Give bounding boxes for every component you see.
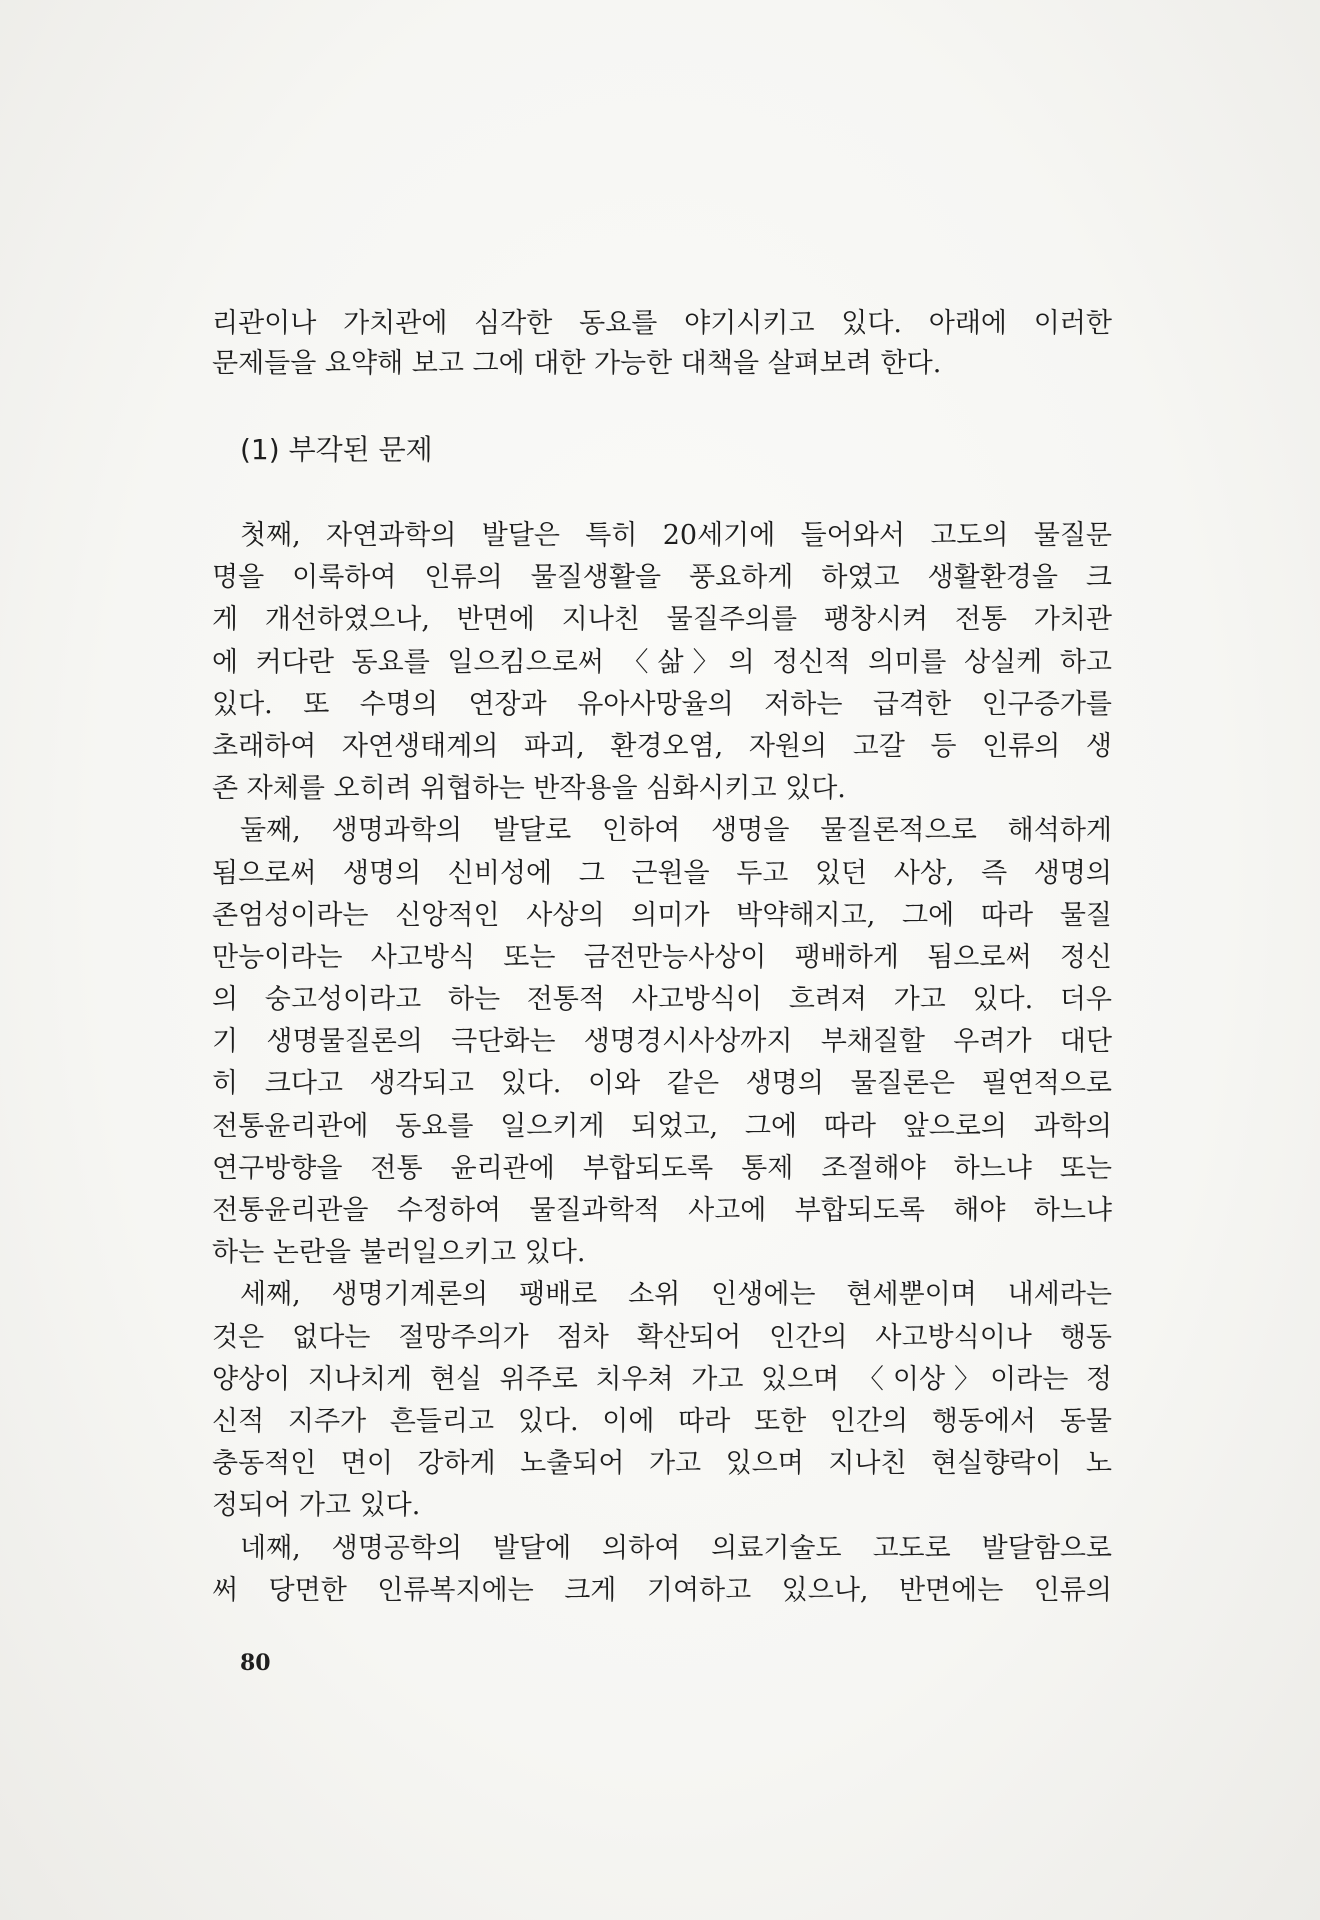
text-line: 만능이라는 사고방식 또는 금전만능사상이 팽배하게 됨으로써 정신 — [212, 941, 1112, 973]
text-line: 충동적인 면이 강하게 노출되어 가고 있으며 지나친 현실향락이 노 — [212, 1448, 1112, 1480]
text-line: 초래하여 자연생태계의 파괴, 환경오염, 자원의 고갈 등 인류의 생 — [212, 730, 1112, 762]
text-line: 연구방향을 전통 윤리관에 부합되도록 통제 조절해야 하느냐 또는 — [212, 1152, 1112, 1184]
text-line: 써 당면한 인류복지에는 크게 기여하고 있으나, 반면에는 인류의 — [212, 1574, 1112, 1606]
text-line: 에 커다란 동요를 일으킴으로써 〈삶〉의 정신적 의미를 상실케 하고 — [212, 646, 1112, 678]
section-heading: (1) 부각된 문제 — [240, 433, 433, 466]
text-line: 하는 논란을 불러일으키고 있다. — [212, 1237, 586, 1269]
text-line: 전통윤리관을 수정하여 물질과학적 사고에 부합되도록 해야 하느냐 — [212, 1195, 1112, 1226]
text-line: 의 숭고성이라고 하는 전통적 사고방식이 흐려져 가고 있다. 더우 — [212, 984, 1112, 1016]
text-line: 양상이 지나치게 현실 위주로 치우쳐 가고 있으며 〈이상〉이라는 정 — [212, 1363, 1112, 1395]
text-line: 문제들을 요약해 보고 그에 대한 가능한 대책을 살펴보려 한다. — [212, 348, 942, 379]
intro-paragraph — [212, 304, 1112, 384]
text-line: 명을 이룩하여 인류의 물질생활을 풍요하게 하였고 생활환경을 크 — [212, 562, 1112, 594]
text-line: 정되어 가고 있다. — [212, 1490, 421, 1522]
text-line: 기 생명물질론의 극단화는 생명경시사상까지 부채질할 우려가 대단 — [212, 1026, 1112, 1058]
text-line: 존 자체를 오히려 위협하는 반작용을 심화시키고 있다. — [212, 773, 846, 805]
text-line: 있다. 또 수명의 연장과 유아사망율의 저하는 급격한 인구증가를 — [212, 688, 1112, 720]
text-line: 전통윤리관에 동요를 일으키게 되었고, 그에 따라 앞으로의 과학의 — [212, 1110, 1112, 1142]
text-line: 첫째, 자연과학의 발달은 특히 20세기에 들어와서 고도의 물질문 — [240, 520, 1112, 551]
text-line: 게 개선하였으나, 반면에 지나친 물질주의를 팽창시켜 전통 가치관 — [212, 604, 1112, 636]
text-line: 존엄성이라는 신앙적인 사상의 의미가 박약해지고, 그에 따라 물질 — [212, 899, 1112, 931]
text-line: 둘째, 생명과학의 발달로 인하여 생명을 물질론적으로 해석하게 — [240, 815, 1112, 847]
text-line: 것은 없다는 절망주의가 점차 확산되어 인간의 사고방식이나 행동 — [212, 1321, 1112, 1353]
text-line: 세째, 생명기계론의 팽배로 소위 인생에는 현세뿐이며 내세라는 — [240, 1279, 1112, 1311]
body-text — [212, 515, 1112, 1612]
text-line: 네째, 생명공학의 발달에 의하여 의료기술도 고도로 발달함으로 — [240, 1532, 1112, 1564]
text-line: 신적 지주가 흔들리고 있다. 이에 따라 또한 인간의 행동에서 동물 — [212, 1405, 1112, 1437]
page-number: 80 — [240, 1650, 271, 1676]
text-line: 됨으로써 생명의 신비성에 그 근원을 두고 있던 사상, 즉 생명의 — [212, 857, 1112, 889]
text-line: 리관이나 가치관에 심각한 동요를 야기시키고 있다. 아래에 이러한 — [212, 308, 1112, 339]
text-line: 히 크다고 생각되고 있다. 이와 같은 생명의 물질론은 필연적으로 — [212, 1068, 1112, 1100]
